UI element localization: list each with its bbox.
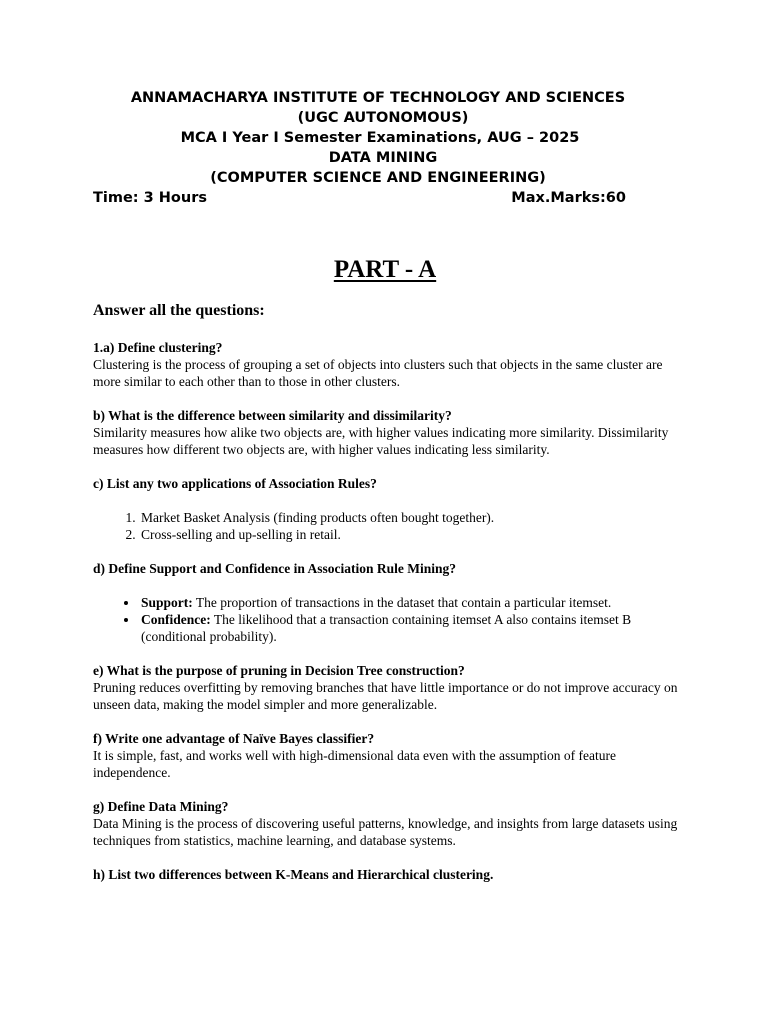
question-title: g) Define Data Mining? <box>93 799 229 814</box>
question-answer: Pruning reduces overfitting by removing branches that have little importance or do not improve accuracy on unseen data, making the model simpler and more generalizable. <box>93 680 678 712</box>
question-title: h) List two differences between K-Means and Hierarchical clustering. <box>93 867 494 882</box>
question-1f <box>93 730 683 781</box>
question-title: c) List any two applications of Association Rules? <box>93 476 377 491</box>
question-title: e) What is the purpose of pruning in Decision Tree construction? <box>93 663 465 678</box>
question-title: 1.a) Define clustering? <box>93 340 223 355</box>
list-item <box>139 611 683 645</box>
question-1c <box>93 475 683 543</box>
question-answer: Data Mining is the process of discovering useful patterns, knowledge, and insights from large datasets using techniques from statistics, machine learning, and database systems. <box>93 816 678 848</box>
question-answer: Clustering is the process of grouping a set of objects into clusters such that objects in the same cluster are more similar to each other than to those in other clusters. <box>93 357 663 389</box>
question-1g <box>93 798 683 849</box>
question-1d <box>93 560 683 645</box>
question-1e <box>93 662 683 713</box>
question-1b <box>93 407 683 458</box>
exam-title: MCA I Year I Semester Examinations, AUG – 2025 <box>180 130 580 146</box>
applications-list <box>93 509 683 543</box>
question-title: b) What is the difference between similarity and dissimilarity? <box>93 408 452 423</box>
instruction: Answer all the questions: <box>93 302 265 319</box>
term-label: Confidence: <box>141 612 211 627</box>
list-item: 1. Market Basket Analysis (finding products often bought together). <box>139 509 683 526</box>
question-title: d) Define Support and Confidence in Association Rule Mining? <box>93 561 457 576</box>
question-answer: Similarity measures how alike two objects are, with higher values indicating more similarity. Dissimilarity measures how different two objects are, with higher values indicating less similarity. <box>93 425 669 457</box>
max-marks: Max.Marks:60 <box>511 190 626 206</box>
list-item: 2. Cross-selling and up-selling in retail. <box>139 526 683 543</box>
question-title: f) Write one advantage of Naïve Bayes classifier? <box>93 731 375 746</box>
time-marks-row <box>93 188 626 208</box>
term-definition: The proportion of transactions in the dataset that contain a particular itemset. <box>192 595 612 610</box>
part-title: PART - A <box>333 256 437 283</box>
question-1h <box>93 866 683 883</box>
question-answer: It is simple, fast, and works well with high-dimensional data even with the assumption of feature independence. <box>93 748 617 780</box>
definitions-list <box>93 594 683 645</box>
department-name: (COMPUTER SCIENCE AND ENGINEERING) <box>210 170 546 186</box>
list-item <box>139 594 683 611</box>
subject-name: DATA MINING <box>328 150 438 166</box>
term-definition: The likelihood that a transaction containing itemset A also contains itemset B (conditional probability). <box>141 612 632 644</box>
institute-name: ANNAMACHARYA INSTITUTE OF TECHNOLOGY AND SCIENCES <box>130 90 626 106</box>
exam-header <box>93 88 673 188</box>
exam-duration: Time: 3 Hours <box>93 190 207 206</box>
autonomous-status: (UGC AUTONOMOUS) <box>297 110 469 126</box>
question-1a <box>93 339 683 390</box>
term-label: Support: <box>141 595 193 610</box>
questions-section <box>93 301 683 900</box>
